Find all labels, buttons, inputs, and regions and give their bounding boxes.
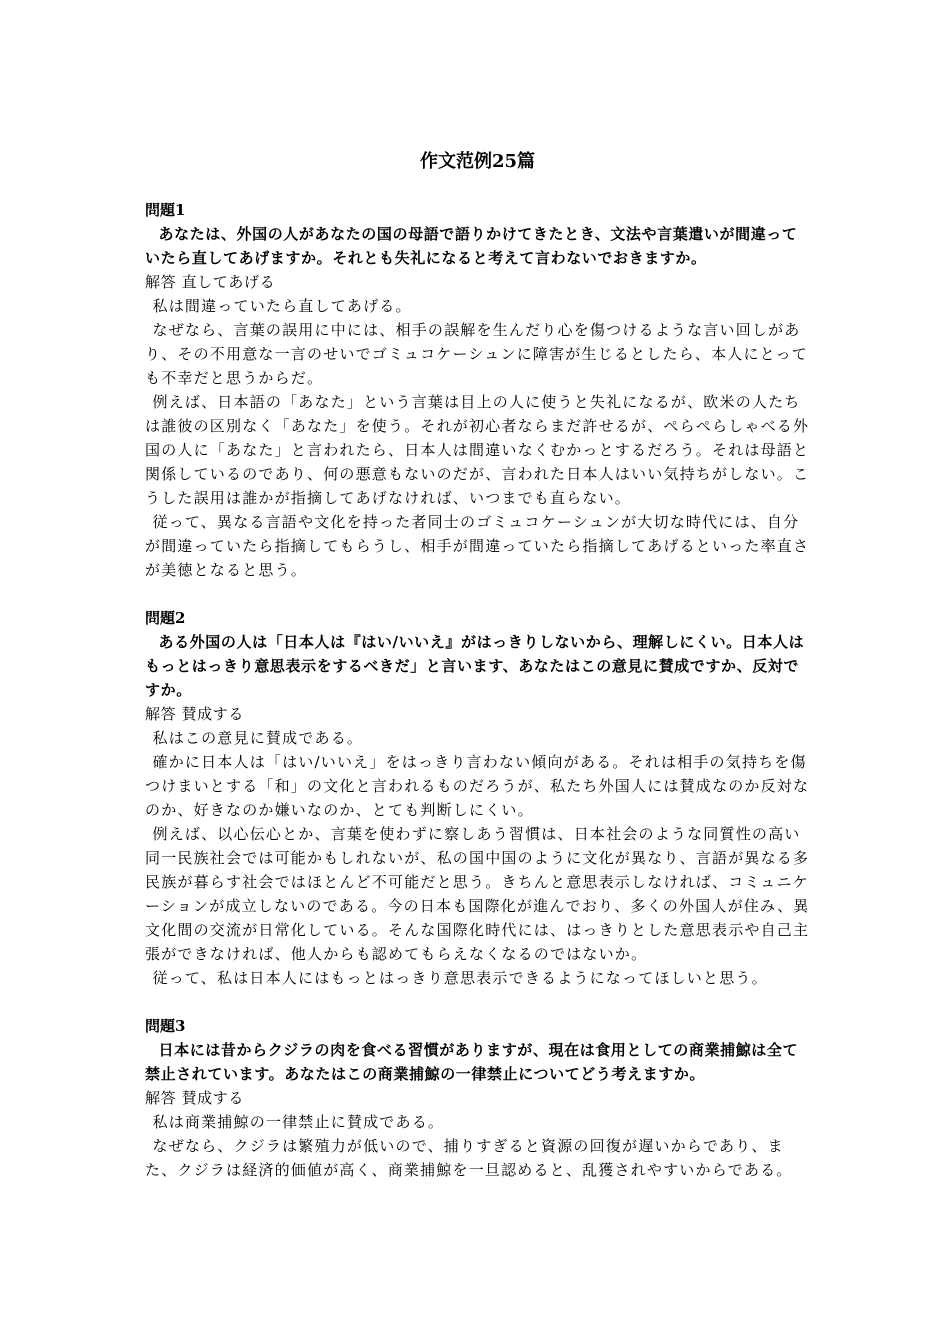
answer-paragraph: 例えば、以心伝心とか、言葉を使わずに察しあう習慣は、日本社会のような同質性の高い同一民族社会では可能かもしれないが、私の国中国のように文化が異なり、言語が異なる多民族が暮らす社会ではほとんど不可能だと思う。きちんと意思表示しなければ、コミュニケーションが成立しないのである。今の日本も国際化が進んでおり、多くの外国人が住み、異文化間の交流が日常化している。そんな国際化時代には、はっきりとした意思表示や自己主張ができなければ、他人からも認めてもらえなくなるのではないか。: [145, 825, 810, 963]
section-1: [145, 198, 810, 582]
question-text: 日本には昔からクジラの肉を食べる習慣がありますが、現在は食用としての商業捕鯨は全て禁止されています。あなたはこの商業捕鯨の一律禁止についてどう考えますか。: [145, 1041, 799, 1083]
answer-label: 解答 賛成する: [145, 705, 244, 723]
answer-paragraph: 私はこの意見に賛成である。: [152, 729, 364, 747]
document-content: [145, 140, 810, 1206]
question-label: 問題2: [145, 609, 186, 627]
answer-paragraph: 例えば、日本語の「あなた」という言葉は目上の人に使うと失礼になるが、欧米の人たちは誰彼の区別なく「あなた」を使う。それが初心者ならまだ許せるが、ぺらぺらしゃべる外国の人に「あなた」と言われたら、日本人は間違いなくむかっとするだろう。それは母語と関係しているのであり、何の悪意もないのだが、言われた日本人はいい気持ちがしない。こうした誤用は誰かが指摘してあげなければ、いつまでも直らない。: [145, 393, 810, 507]
question-label: 問題3: [145, 1017, 186, 1035]
answer-paragraph: なぜなら、クジラは繁殖力が低いので、捕りすぎると資源の回復が遅いからであり、また、クジラは経済的価値が高く、商業捕鯨を一旦認めると、乱獲されやすいからである。: [145, 1137, 793, 1179]
question-text: ある外国の人は「日本人は『はい/いいえ』がはっきりしないから、理解しにくい。日本人はもっとはっきり意思表示をするべきだ」と言います、あなたはこの意見に賛成ですか、反対ですか。: [145, 633, 805, 699]
section-2: [145, 606, 810, 990]
document-title: 作文范例25篇: [419, 151, 536, 172]
answer-paragraph: 確かに日本人は「はい/いいえ」をはっきり言わない傾向がある。それは相手の気持ちを傷つけまいとする「和」の文化と言われるものだろうが、私たち外国人には賛成なのか反対なのか、好きなのか嫌いなのか、とても判断しにくい。: [145, 753, 810, 819]
answer-paragraph: 私は間違っていたら直してあげる。: [152, 297, 412, 315]
answer-paragraph: 従って、異なる言語や文化を持った者同士のゴミュコケーシュンが大切な時代には、自分が間違っていたら指摘してもらうし、相手が間違っていたら指摘してあげるといった率直さが美徳となると思う。: [145, 513, 810, 579]
answer-paragraph: 従って、私は日本人にはもっとはっきり意思表示できるようになってほしいと思う。: [152, 969, 768, 987]
answer-label: 解答 直してあげる: [145, 273, 276, 291]
answer-paragraph: なぜなら、言葉の誤用に中には、相手の誤解を生んだり心を傷つけるような言い回しがあり、その不用意な一言のせいでゴミュコケーシュンに障害が生じるとしたら、本人にとっても不幸だと思うからだ。: [145, 321, 809, 387]
answer-label: 解答 賛成する: [145, 1089, 244, 1107]
section-3: [145, 1014, 810, 1182]
answer-paragraph: 私は商業捕鯨の一律禁止に賛成である。: [152, 1113, 445, 1131]
question-label: 問題1: [145, 201, 186, 219]
question-text: あなたは、外国の人があなたの国の母語で語りかけてきたとき、文法や言葉遣いが間違っていたら直してあげますか。それとも失礼になると考えて言わないでおきますか。: [145, 225, 798, 267]
